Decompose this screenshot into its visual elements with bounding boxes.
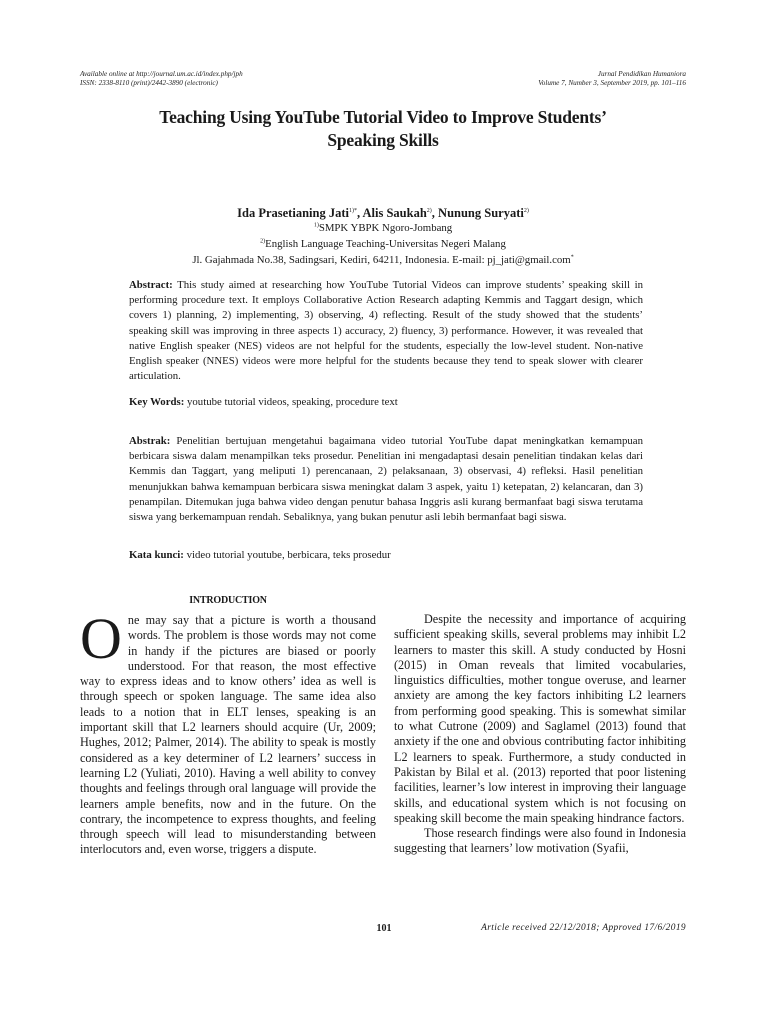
author-list — [80, 205, 686, 221]
author-sup: 2) — [523, 207, 529, 214]
keywords-label: Key Words: — [129, 396, 185, 408]
author-name: Ida Prasetianing Jati — [237, 206, 349, 220]
abstract — [129, 278, 643, 384]
abstract-label: Abstract: — [129, 279, 173, 291]
page-number: 101 — [376, 923, 392, 934]
abstrak-text: Penelitian bertujuan mengetahui bagaimana video tutorial YouTube dapat meningkatkan kemampuan berbicara siswa dalam menampilkan teks prosedur. Penelitian ini mengadaptasi desain penelitian tindakan kelas dari Kemmis dan Taggart, yang meliputi 1) perencanaan, 2) pelaksanaan, 3) observasi, 4) refleksi. Hasil penelitian menunjukkan bahwa kemampuan berbicara siswa meningkat dalam 3 aspek, yaitu 1) ketepatan, 2) kelancaran, dan 3) penampilan. Ditemukan juga bahwa video dengan penutur bahasa Inggris asli kurang bermanfaat bagi siswa terutama siswa yang berkemampuan rendah. Sebaliknya, yang bukan penutur asli lebih bermanfaat bagi siswa. — [129, 435, 643, 524]
introduction-left-column — [80, 606, 376, 858]
affiliation-text: SMPK YBPK Ngoro-Jombang — [318, 222, 453, 234]
abstrak-label: Abstrak: — [129, 435, 171, 447]
author-name: Alis Saukah — [362, 206, 427, 220]
author-sup: 1)* — [348, 207, 357, 214]
kata-kunci-text: video tutorial youtube, berbicara, teks prosedur — [183, 549, 391, 561]
title-line-2: Speaking Skills — [327, 130, 439, 150]
journal-volume: Volume 7, Number 3, September 2019, pp. 101–116 — [538, 79, 686, 87]
affiliation-1 — [80, 221, 686, 235]
journal-name: Jurnal Pendidikan Humaniora — [597, 70, 686, 78]
drop-cap: O — [80, 606, 122, 671]
journal-availability — [80, 70, 380, 88]
introduction-right-column — [394, 612, 686, 857]
kata-kunci — [129, 548, 643, 563]
abstrak — [129, 434, 643, 525]
keywords — [129, 395, 643, 410]
introduction-paragraph: ne may say that a picture is worth a thousand words. The problem is those words may not come in handy if the pictures are biased or poorly understood. For that reason, the most effective way to express ideas and to know others’ idea as well is through speech or spoken language. The same idea also leads to a notion that in ELT lenses, speaking is an important skill that L2 learners should acquire (Ur, 2009; Hughes, 2012; Palmer, 2014). The ability to speak is mostly considered as a key determiner of L2 learners’ success in learning L2 (Yuliati, 2010). Having a well ability to convey thoughts and feelings through oral language will provide the learners ample benefits, now and in the future. On the contrary, the incompetence to express thoughts, and feeling through speech will lead to misunderstanding between interlocutors and, even worse, triggers a dispute. — [80, 613, 376, 857]
affiliation-address — [80, 253, 686, 267]
introduction-paragraph-3: Those research findings were also found in Indonesia suggesting that learners’ low motivation (Syafii, — [394, 826, 686, 856]
author-separator: , — [431, 206, 439, 220]
affiliation-sup: 1) — [313, 222, 319, 229]
affiliation-sup: 2) — [260, 238, 266, 245]
affiliation-text: English Language Teaching-Universitas Negeri Malang — [265, 238, 506, 250]
article-received-note: Article received 22/12/2018; Approved 17/6/2019 — [481, 923, 686, 933]
journal-info — [386, 70, 686, 88]
address-text: Jl. Gajahmada No.38, Sadingsari, Kediri, 64211, Indonesia. E-mail: pj_jati@gmail.com — [192, 254, 571, 266]
issn-line: ISSN: 2338-8110 (print)/2442-3890 (electronic) — [80, 79, 218, 87]
kata-kunci-label: Kata kunci: — [129, 549, 184, 561]
introduction-paragraph-2: Despite the necessity and importance of acquiring sufficient speaking skills, several problems may inhibit L2 learners to master this skill. A study conducted by Hosni (2015) in Oman reveals that limited vocabularies, linguistics difficulties, mother tongue overuse, and learner anxiety are among the key factors inhibiting L2 learners from performing good speaking. This is somewhat similar to what Cutrone (2009) and Saglamel (2013) found that anxiety if the one and obvious contributing factor inhibiting L2 learners to speak. Furthermore, a study conducted in Pakistan by Bilal et al. (2013) reported that poor listening facilities, learner’s low interest in improving their language skills, and educational system which is not focusing on speaking skill become the main speaking hindrance factors. — [394, 612, 686, 825]
abstract-text: This study aimed at researching how YouTube Tutorial Videos can improve students’ speaking skill in performing procedure text. It employs Collaborative Action Research adapting Kemmis and Taggart design, which covers 1) planning, 2) implementing, 3) observing, 4) reflecting. Result of the study showed that the students’ speaking skill was improving in three aspects 1) accuracy, 2) fluency, 3) performance. However, it was revealed that native English speaker (NES) videos are not helpful for the students, especially the low-level student. Non-native English speaker (NNES) videos were more helpful for the students because they tend to speak slower with clearer articulation. — [129, 279, 643, 383]
keywords-text: youtube tutorial videos, speaking, procedure text — [184, 396, 398, 408]
paper-title — [80, 106, 686, 152]
section-heading-introduction: INTRODUCTION — [189, 595, 267, 606]
author-name: Nunung Suryati — [438, 206, 524, 220]
author-sup: 2) — [426, 207, 432, 214]
affiliation-2 — [80, 237, 686, 251]
title-line-1: Teaching Using YouTube Tutorial Video to Improve Students’ — [159, 107, 607, 127]
corresponding-sup: * — [570, 254, 574, 261]
author-separator: , — [356, 206, 363, 220]
availability-line: Available online at http://journal.um.ac.id/index.php/jph — [80, 70, 243, 78]
